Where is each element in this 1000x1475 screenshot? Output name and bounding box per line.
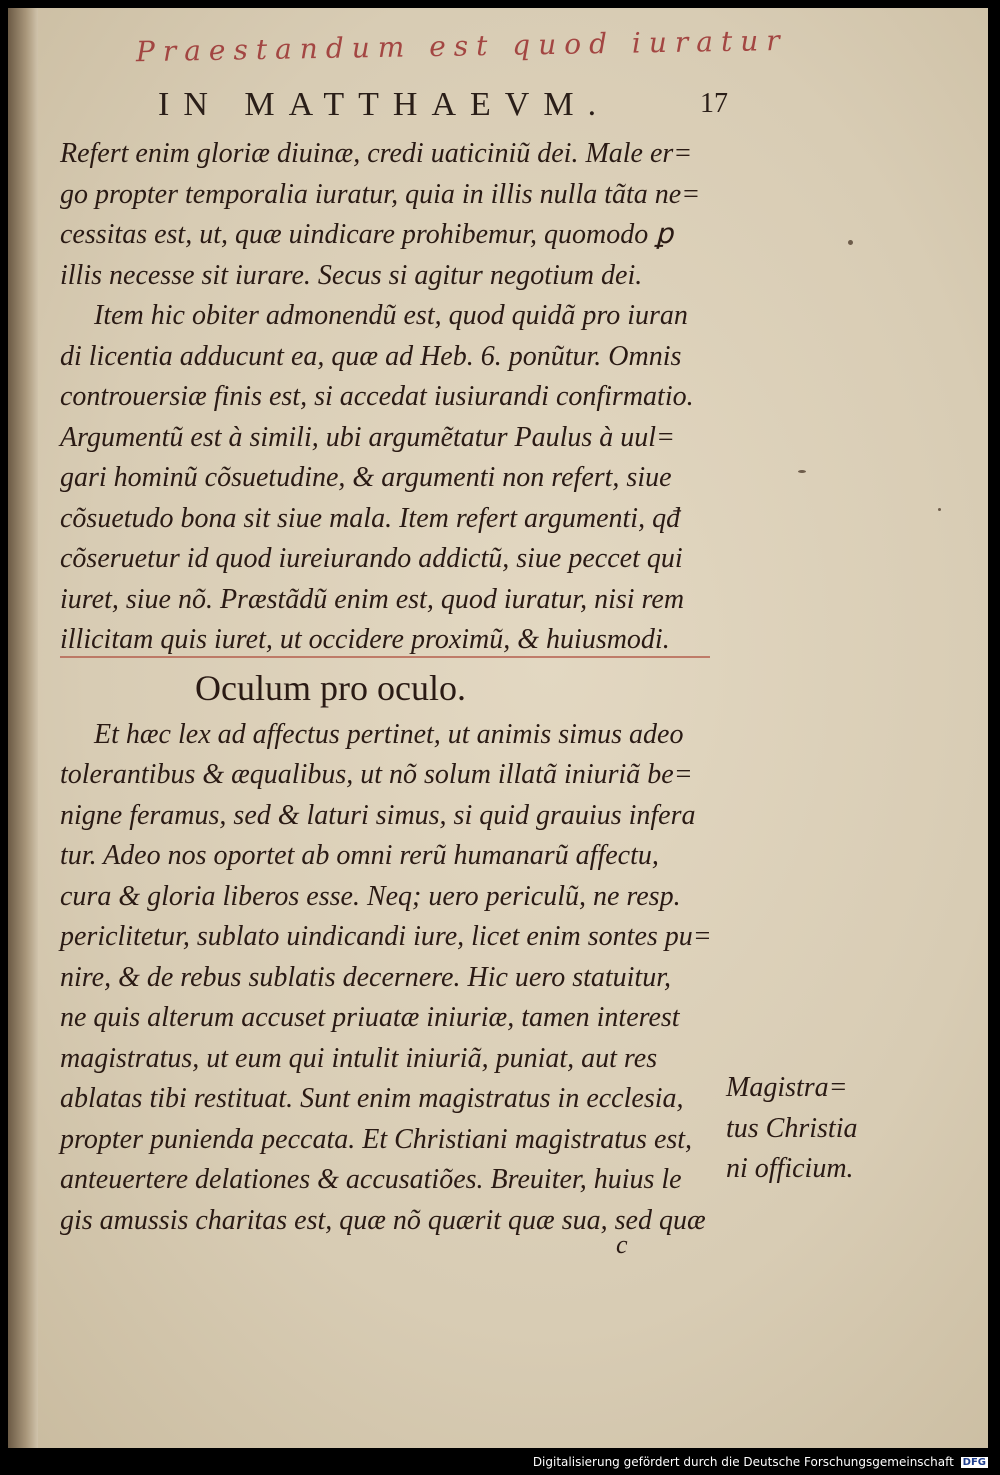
running-head: IN MATTHAEVM. xyxy=(158,86,611,123)
footer-text: Digitalisierung gefördert durch die Deutsche Forschungsgemeinschaft xyxy=(532,1455,954,1469)
text-line: cessitas est, ut, quæ uindicare prohibemur, quomodo ꝑ xyxy=(60,219,674,250)
text-line: di licentia adducunt ea, quæ ad Heb. 6. ponũtur. Omnis xyxy=(60,340,682,372)
text-line: anteuertere delationes & accusatiões. Breuiter, huius le xyxy=(60,1164,682,1195)
text-line: periclitetur, sublato uindicandi iure, licet enim sontes pu= xyxy=(60,921,712,952)
section-heading: Oculum pro oculo. xyxy=(195,667,466,708)
text-line: gari hominũ cõsuetudine, & argumenti non refert, siue xyxy=(60,462,672,493)
text-line: illis necesse sit iurare. Secus si agitur negotium dei. xyxy=(60,259,643,291)
text-line: iuret, siue nõ. Præstãdũ enim est, quod iuratur, nisi rem xyxy=(60,583,685,615)
text-line: cõsuetudo bona sit siue mala. Item refert argumenti, qđ xyxy=(60,502,681,534)
text-line: Argumentũ est à simili, ubi argumẽtatur Paulus à uul= xyxy=(60,421,675,453)
text-line: go propter temporalia iuratur, quia in illis nulla tãta ne= xyxy=(60,178,701,210)
paper-speck xyxy=(798,470,806,473)
text-line: gis amussis charitas est, quæ nõ quærit quæ sua, sed quæ xyxy=(60,1204,706,1236)
handwritten-annotation: Praestandum est quod iuratur xyxy=(135,23,788,69)
body-text xyxy=(60,134,730,1241)
footer xyxy=(533,1455,988,1469)
text-line: Item hic obiter admonendũ est, quod quidã pro iuran xyxy=(94,300,688,331)
page-number: 17 xyxy=(700,88,728,119)
margin-note xyxy=(726,1068,896,1190)
margin-note-line: Magistra= xyxy=(726,1072,848,1103)
text-line: ne quis alterum accuset priuatæ iniuriæ, tamen interest xyxy=(60,1002,680,1033)
dfg-logo: DFG xyxy=(962,1457,986,1468)
handwritten-underline xyxy=(60,656,710,658)
text-line: magistratus, ut eum qui intulit iniuriã, puniat, aut res xyxy=(60,1042,658,1074)
text-line: Refert enim gloriæ diuinæ, credi uaticiniũ dei. Male er= xyxy=(60,138,693,169)
text-line: illicitam quis iuret, ut occidere proximũ, & huiusmodi. xyxy=(60,624,670,655)
margin-note-line: tus Christia xyxy=(726,1112,858,1144)
page-binding-edge xyxy=(8,8,38,1448)
text-line: controuersiæ finis est, si accedat iusiurandi confirmatio. xyxy=(60,381,694,412)
text-line: tur. Adeo nos oportet ab omni rerũ humanarũ affectu, xyxy=(60,840,659,871)
text-line: nire, & de rebus sublatis decernere. Hic uero statuitur, xyxy=(60,961,671,993)
signature-mark: c xyxy=(616,1230,628,1259)
paper-speck xyxy=(938,508,941,511)
paper-speck xyxy=(848,240,853,245)
text-line: propter punienda peccata. Et Christiani magistratus est, xyxy=(60,1123,693,1155)
page-header xyxy=(148,86,728,126)
margin-note-line: ni officium. xyxy=(726,1153,854,1184)
text-line: ablatas tibi restituat. Sunt enim magistratus in ecclesia, xyxy=(60,1083,684,1114)
text-line: cõseruetur id quod iureiurando addictũ, siue peccet qui xyxy=(60,543,683,574)
text-line: tolerantibus & æqualibus, ut nõ solum illatã iniuriã be= xyxy=(60,759,693,790)
text-line: nigne feramus, sed & laturi simus, si quid grauius infera xyxy=(60,799,696,831)
text-line: cura & gloria liberos esse. Neq; uero periculũ, ne resp. xyxy=(60,880,681,912)
text-line: Et hæc lex ad affectus pertinet, ut animis simus adeo xyxy=(94,718,684,750)
book-page xyxy=(8,8,988,1448)
